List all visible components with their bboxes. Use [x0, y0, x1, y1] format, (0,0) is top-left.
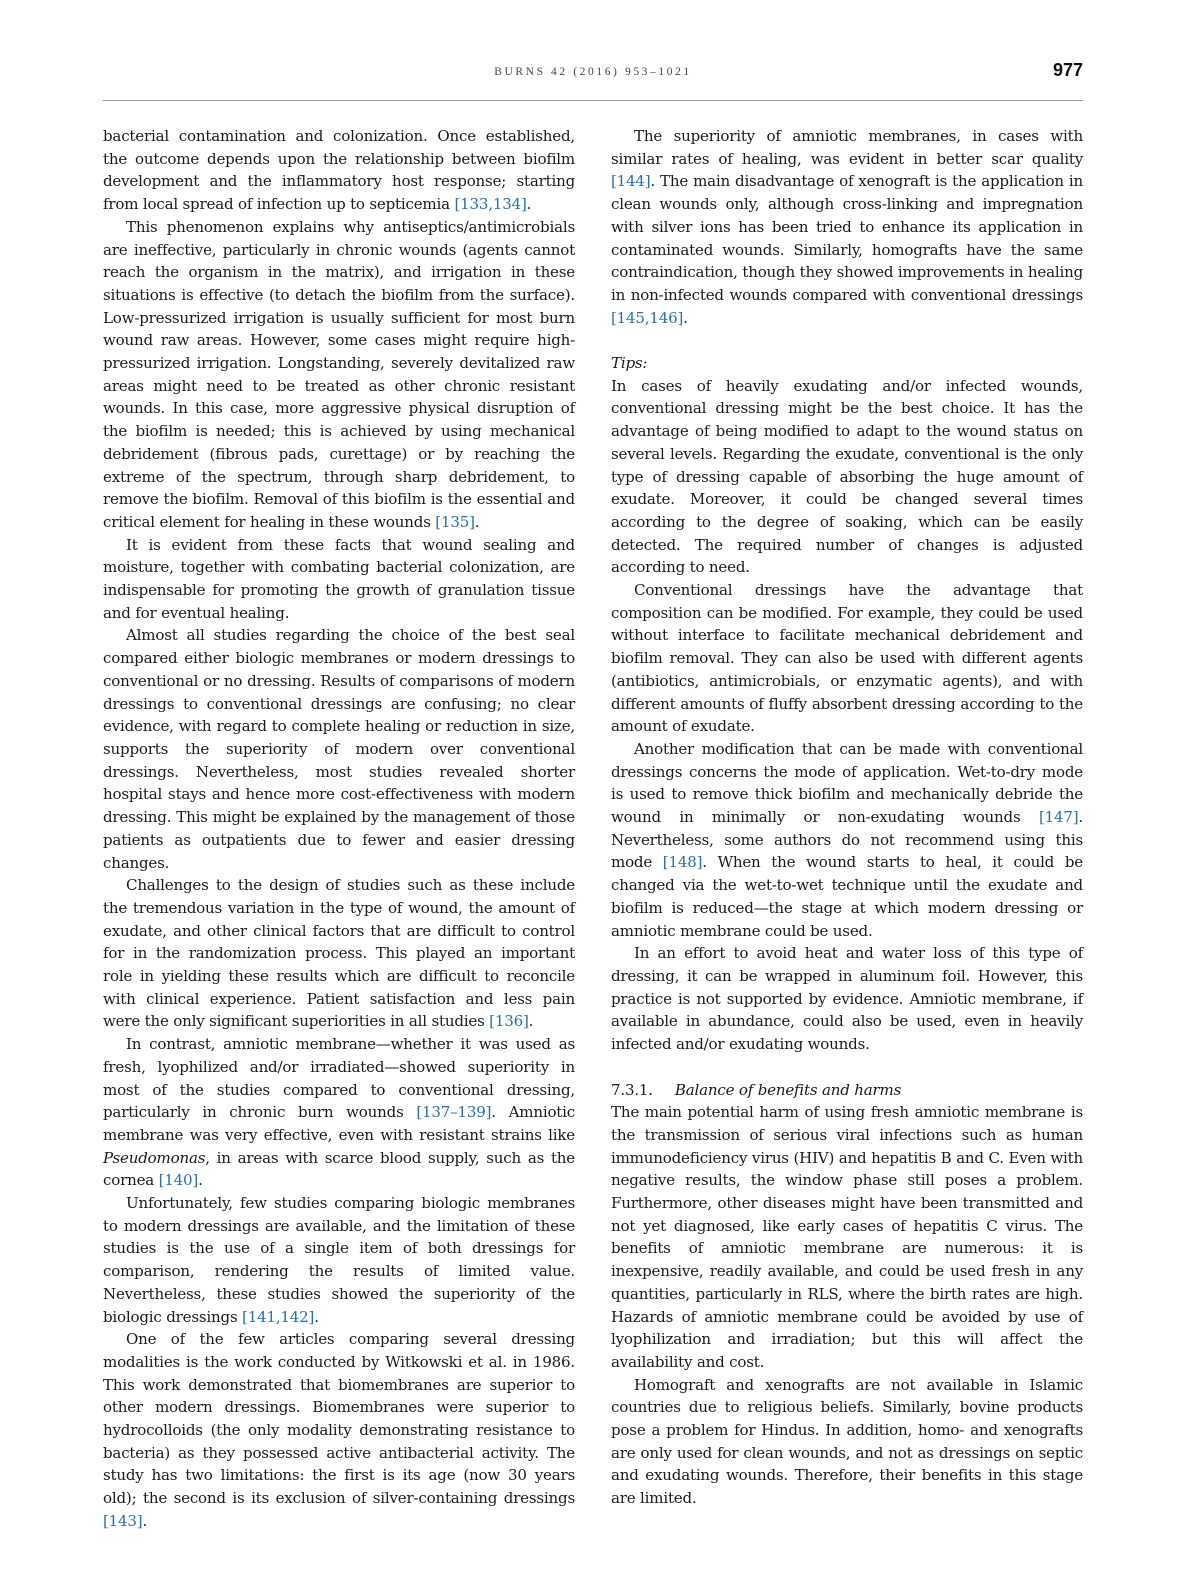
right-column-intro [611, 125, 1083, 329]
header-rule [103, 100, 1083, 101]
paragraph: The superiority of amniotic membranes, in cases with similar rates of healing, was evident in better scar quality [144]. The main disadvantage of xenograft is the application in clean wounds only, although cross-linking and impregnation with silver ions has been tried to enhance its application in contaminated wounds. Similarly, homografts have the same contraindication, though they showed improvements in healing in non-infected wounds compared with conventional dressings [145,146]. [611, 127, 1083, 327]
journal-citation: BURNS 42 (2016) 953–1021 [494, 66, 692, 78]
page-number: 977 [1052, 60, 1083, 80]
paragraph: In cases of heavily exudating and/or infected wounds, conventional dressing might be the best choice. It has the advantage of being modified to adapt to the wound status on several levels. Regarding the exudate, conventional is the only type of dressing capable of absorbing the huge amount of exudate. Moreover, it could be changed several times according to the degree of soaking, which can be easily detected. The required number of changes is adjusted according to need. [611, 376, 1083, 577]
left-column [103, 125, 575, 1533]
paragraph: Unfortunately, few studies comparing biologic membranes to modern dressings are available, and the limitation of these studies is the use of a single item of both dressings for comparison, rendering the results of limited value. Nevertheless, these studies showed the superiority of the biologic dressings [141,142]. [103, 1194, 575, 1326]
paragraph: Another modification that can be made with conventional dressings concerns the mode of application. Wet-to-dry mode is used to remove thick biofilm and mechanically debride the wound in minimally or non-exudating wounds [147]. Nevertheless, some authors do not recommend using this mode [148]. When the wound starts to heal, it could be changed via the wet-to-wet technique until the exudate and biofilm is reduced—the stage at which modern dressing or amniotic membrane could be used. [611, 739, 1083, 940]
citation-link[interactable]: [147] [1038, 808, 1079, 827]
citation-link[interactable]: [135] [435, 512, 475, 531]
citation-link[interactable]: [140] [158, 1171, 199, 1190]
citation-link[interactable]: [145,146] [611, 308, 684, 327]
paragraph: This phenomenon explains why antiseptics/antimicrobials are ineffective, particularly in chronic wounds (agents cannot reach the organism in the matrix), and irrigation in these situations is effective (to detach the biofilm from the surface). Low-pressurized irrigation is usually sufficient for most burn wound raw areas. However, some cases might require high-pressurized irrigation. Longstanding, severely devitalized raw areas might need to be treated as other chronic resistant wounds. In this case, more aggressive physical disruption of the biofilm is needed; this is achieved by using mechanical debridement (fibrous pads, curettage) or by reaching the extreme of the spectrum, through sharp debridement, to remove the biofilm. Removal of this biofilm is the essential and critical element for healing in these wounds [135]. [103, 217, 575, 531]
paragraph: Conventional dressings have the advantage that composition can be modified. For example, they could be used without interface to facilitate mechanical debridement and biofilm removal. They can also be used with different agents (antibiotics, antimicrobials, or enzymatic agents), and with different amounts of fluffy absorbent dressing according to the amount of exudate. [611, 581, 1083, 736]
subsection-number: 7.3.1. [611, 1080, 653, 1099]
subsection-title: Balance of benefits and harms [674, 1080, 902, 1099]
paragraph: bacterial contamination and colonization. Once established, the outcome depends upon the relationship between biofilm development and the inflammatory host response; starting from local spread of infection up to septicemia [133,134]. [103, 127, 575, 214]
paragraph: Almost all studies regarding the choice of the best seal compared either biologic membranes or modern dressings to conventional or no dressing. Results of comparisons of modern dressings to conventional dressings are confusing; no clear evidence, with regard to complete healing or reduction in size, supports the superiority of modern over conventional dressings. Nevertheless, most studies revealed shorter hospital stays and hence more cost-effectiveness with modern dressing. This might be explained by the management of those patients as outpatients due to fewer and easier dressing changes. [103, 626, 575, 872]
paragraph: Challenges to the design of studies such as these include the tremendous variation in the type of wound, the amount of exudate, and other clinical factors that are difficult to control for in the randomization process. This played an important role in yielding these results which are difficult to reconcile with clinical experience. Patient satisfaction and less pain were the only significant superiorities in all studies [136]. [103, 876, 575, 1031]
subsection-heading [611, 1079, 1083, 1102]
citation-link[interactable]: [144] [611, 172, 651, 191]
italic-term: Pseudomonas [103, 1148, 206, 1167]
citation-link[interactable]: [136] [489, 1012, 529, 1031]
citation-link[interactable]: [141,142] [242, 1307, 315, 1326]
right-column [611, 125, 1083, 1510]
subsection-body [611, 1101, 1083, 1510]
citation-link[interactable]: [143] [103, 1511, 143, 1530]
paragraph: Homograft and xenografts are not available in Islamic countries due to religious beliefs. Similarly, bovine products pose a problem for Hindus. In addition, homo- and xenografts are only used for clean wounds, and not as dressings on septic and exudating wounds. Therefore, their benefits in this stage are limited. [611, 1375, 1083, 1508]
tips-heading: Tips: [611, 354, 648, 373]
paragraph: In an effort to avoid heat and water loss of this type of dressing, it can be wrapped in aluminum foil. However, this practice is not supported by evidence. Amniotic membrane, if available in abundance, could also be used, even in heavily infected and/or exudating wounds. [611, 944, 1083, 1054]
paragraph: In contrast, amniotic membrane—whether it was used as fresh, lyophilized and/or irradiated—showed superiority in most of the studies compared to conventional dressing, particularly in chronic burn wounds [137–139]. Amniotic membrane was very effective, even with resistant strains like Pseudomonas, in areas with scarce blood supply, such as the cornea [140]. [103, 1035, 575, 1190]
paragraph: It is evident from these facts that wound sealing and moisture, together with combating bacterial colonization, are indispensable for promoting the growth of granulation tissue and for eventual healing. [103, 535, 575, 622]
citation-link[interactable]: [133,134] [454, 195, 527, 214]
tips-body [611, 375, 1083, 1056]
paragraph: The main potential harm of using fresh amniotic membrane is the transmission of serious viral infections such as human immunodeficiency virus (HIV) and hepatitis B and C. Even with negative results, the window phase still poses a problem. Furthermore, other diseases might have been transmitted and not yet diagnosed, like early cases of hepatitis C virus. The benefits of amniotic membrane are numerous: it is inexpensive, readily available, and could be used fresh in any quantities, particularly in RLS, where the birth rates are high. Hazards of amniotic membrane could be avoided by use of lyophilization and irradiation; but this will affect the availability and cost. [611, 1103, 1083, 1371]
running-header [103, 58, 1083, 88]
citation-link[interactable]: [148] [662, 853, 703, 872]
citation-link[interactable]: [137–139] [416, 1103, 492, 1122]
paragraph: One of the few articles comparing several dressing modalities is the work conducted by Witkowski et al. in 1986. This work demonstrated that biomembranes are superior to other modern dressings. Biomembranes were superior to hydrocolloids (the only modality demonstrating resistance to bacteria) as they possessed active antibacterial activity. The study has two limitations: the first is its age (now 30 years old); the second is its exclusion of silver-containing dressings [143]. [103, 1330, 575, 1530]
